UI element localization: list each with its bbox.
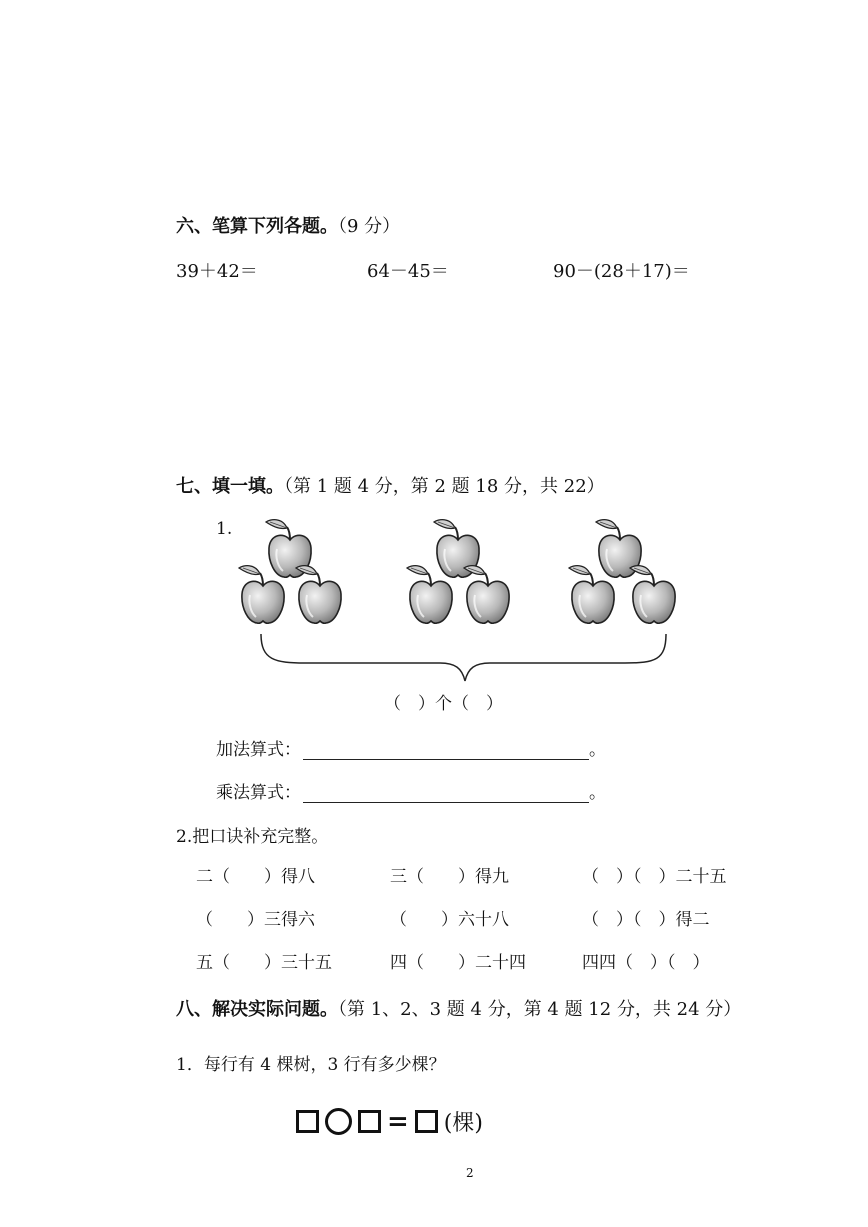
- s8-q1-text: 1．每行有 4 棵树，3 行有多少棵？: [176, 1055, 446, 1075]
- page-number: 2: [466, 1166, 474, 1180]
- section7-title: 七、填一填。: [176, 476, 284, 497]
- unit-label: (棵): [443, 1111, 483, 1136]
- addition-label: 加法算式：: [216, 740, 301, 760]
- rhyme-cell: 四（ ）二十四: [390, 953, 526, 973]
- answer-box[interactable]: [358, 1110, 381, 1133]
- section8-note: （第 1、2、3 题 4 分，第 4 题 12 分，共 24 分）: [338, 999, 742, 1020]
- addition-end-mark: 。: [589, 740, 606, 760]
- rhyme-cell: 二（ ）得八: [196, 867, 315, 887]
- section8-heading: [176, 995, 741, 1021]
- section7-note: （第 1 题 4 分，第 2 题 18 分，共 22）: [284, 476, 605, 497]
- q2-title: 2.把口诀补充完整。: [176, 827, 329, 847]
- grouping-brace: [261, 634, 666, 681]
- section8-title: 八、解决实际问题。: [176, 999, 338, 1020]
- rhyme-cell: 三（ ）得九: [390, 867, 509, 887]
- rhyme-cell: 五（ ）三十五: [196, 953, 332, 973]
- rhyme-cell: （ ）六十八: [390, 910, 509, 930]
- problem-2: 64－45＝: [367, 261, 449, 282]
- multiplication-row: [216, 778, 606, 803]
- rhyme-cell: 四四（ ）（ ）: [582, 953, 710, 973]
- answer-box[interactable]: [296, 1110, 319, 1133]
- addition-answer-line[interactable]: [303, 741, 589, 760]
- operator-circle[interactable]: [325, 1108, 352, 1135]
- rhyme-cell: （ ）（ ）二十五: [582, 867, 727, 887]
- section6-note: （9 分）: [338, 216, 401, 237]
- multiplication-end-mark: 。: [589, 783, 606, 803]
- problem-1: 39＋42＝: [176, 261, 258, 282]
- q1-number: 1.: [216, 519, 233, 539]
- answer-equation: [296, 1106, 483, 1137]
- answer-box[interactable]: [415, 1110, 438, 1133]
- multiplication-label: 乘法算式：: [216, 783, 301, 803]
- addition-row: [216, 735, 606, 760]
- multiplication-answer-line[interactable]: [303, 784, 589, 803]
- section6-title: 六、笔算下列各题。: [176, 216, 338, 237]
- problem-3: 90－(28＋17)＝: [553, 261, 690, 282]
- rhyme-cell: （ ）（ ）得二: [582, 910, 710, 930]
- apple-icon: [630, 566, 675, 624]
- equals-sign: =: [387, 1106, 409, 1137]
- apple-caption: （ ）个（ ）: [384, 694, 503, 714]
- rhyme-cell: （ ）三得六: [196, 910, 315, 930]
